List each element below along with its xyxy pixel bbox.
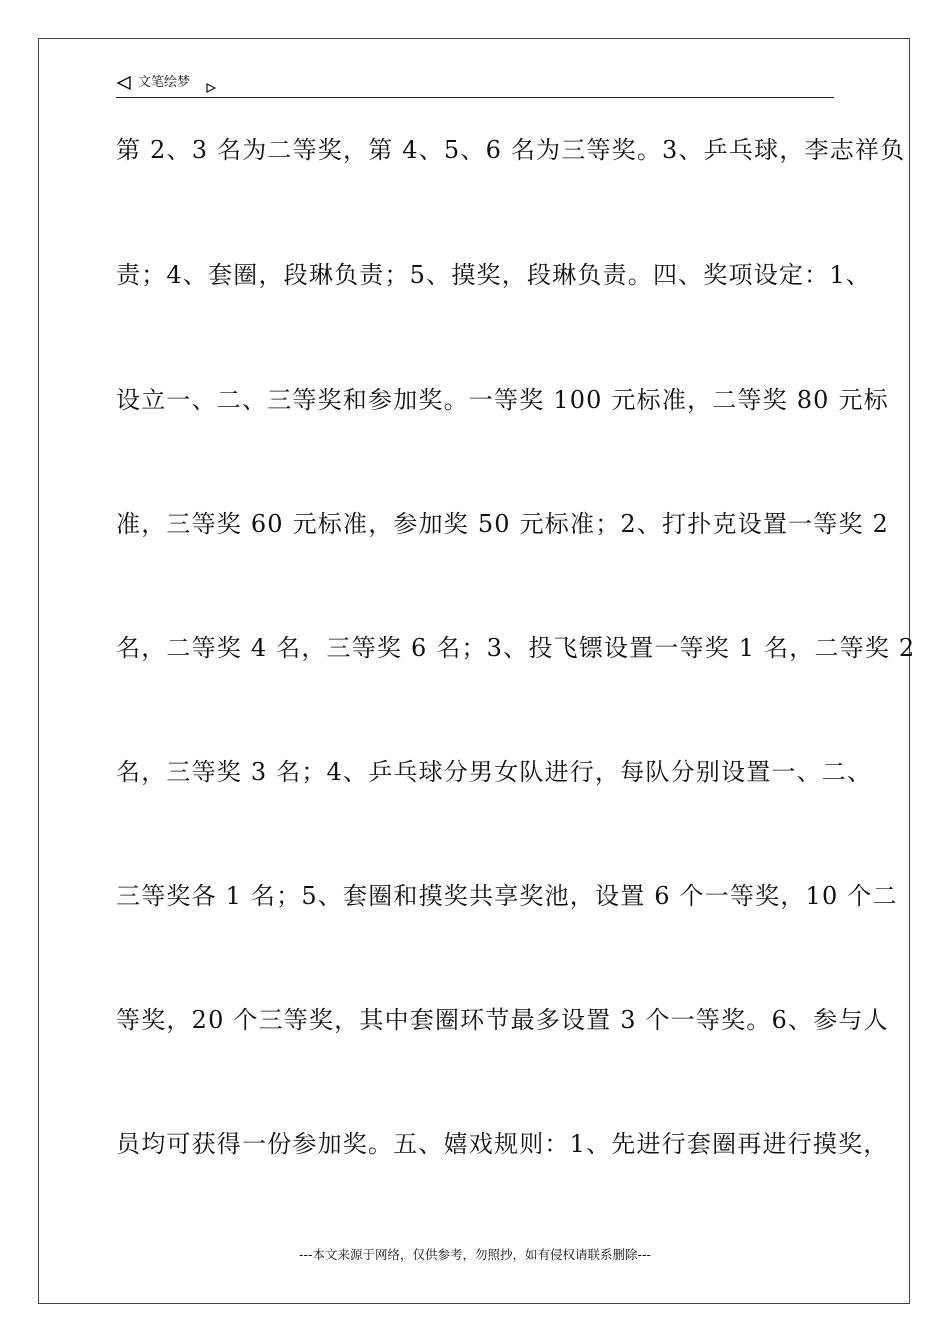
triangle-right-icon [206,78,216,88]
body-line-5: 名，二等奖 4 名，三等奖 6 名；3、投飞镖设置一等奖 1 名，二等奖 2 [116,634,916,662]
body-line-1: 第 2、3 名为二等奖，第 4、5、6 名为三等奖。3、乒乓球，李志祥负 [116,136,906,164]
body-line-9: 员均可获得一份参加奖。五、嬉戏规则：1、先进行套圈再进行摸奖， [116,1130,889,1158]
page-header [116,72,834,98]
body-line-2: 责；4、套圈，段琳负责；5、摸奖，段琳负责。四、奖项设定：1、 [116,261,872,289]
body-line-7: 三等奖各 1 名；5、套圈和摸奖共享奖池，设置 6 个一等奖，10 个二 [116,882,898,910]
body-line-8: 等奖，20 个三等奖，其中套圈环节最多设置 3 个一等奖。6、参与人 [116,1006,889,1034]
body-line-3: 设立一、二、三等奖和参加奖。一等奖 100 元标准，二等奖 80 元标 [116,386,889,414]
body-line-4: 准，三等奖 60 元标准，参加奖 50 元标准；2、打扑克设置一等奖 2 [116,510,889,538]
body-line-6: 名，三等奖 3 名；4、乒乓球分男女队进行，每队分别设置一、二、 [116,758,873,786]
header-title: 文笔绘梦 [138,75,191,90]
footer-disclaimer: ---本文来源于网络，仅供参考，勿照抄，如有侵权请联系删除--- [298,1247,652,1262]
triangle-left-icon [116,75,132,91]
page-border [38,38,916,1304]
